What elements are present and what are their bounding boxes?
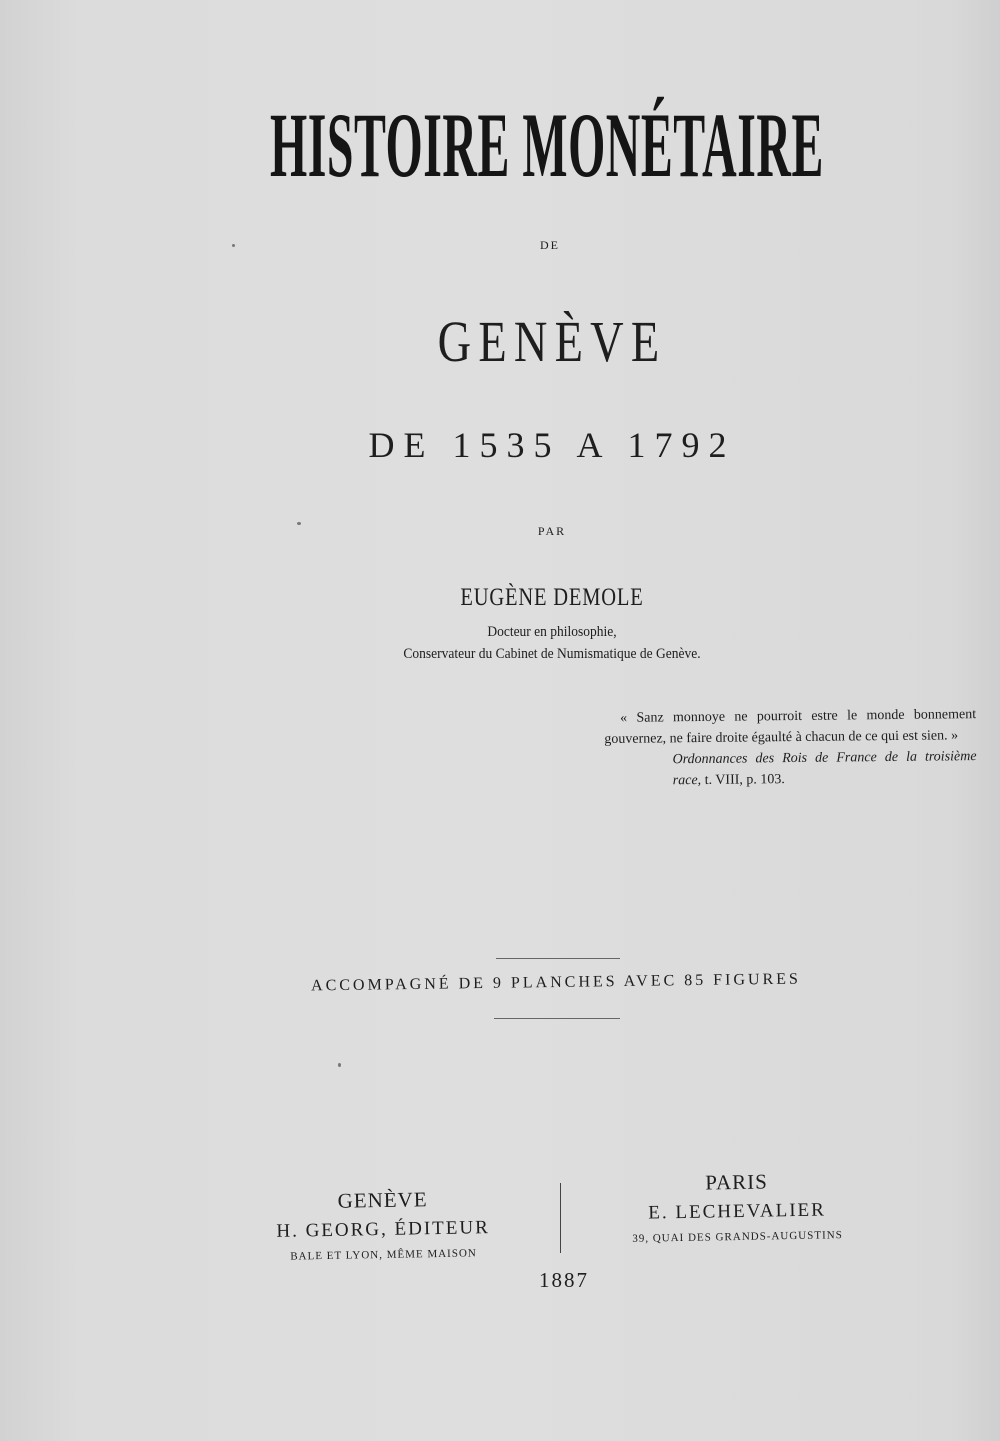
imprint-city-paris: PARIS bbox=[705, 1169, 769, 1195]
author-name: EUGÈNE DEMOLE bbox=[460, 584, 644, 611]
paper-speck bbox=[297, 522, 301, 525]
imprint-address: 39, QUAI DES GRANDS-AUGUSTINS bbox=[632, 1229, 843, 1245]
geneva-imprint bbox=[267, 1186, 498, 1263]
publication-year: 1887 bbox=[539, 1268, 589, 1292]
imprint-publisher-lechevalier: E. LECHEVALIER bbox=[648, 1199, 827, 1224]
illustration-note: ACCOMPAGNÉ DE 9 PLANCHES AVEC 85 FIGURES bbox=[310, 970, 802, 995]
paper-speck bbox=[232, 244, 235, 247]
imprint-divider bbox=[560, 1183, 561, 1253]
epigraph-reference: t. VIII, p. 103. bbox=[704, 772, 785, 788]
date-range: DE 1535 A 1792 bbox=[368, 425, 736, 465]
book-title: HISTOIRE MONÉTAIRE bbox=[270, 94, 824, 196]
subject-city: GENÈVE bbox=[437, 309, 667, 374]
paper-speck bbox=[338, 1063, 341, 1067]
epigraph-quote: « Sanz monnoye ne pourroit estre le monde bonnement gouvernez, ne faire droite égaulté à chacun de ce qui est sien. » bbox=[604, 707, 977, 747]
imprint-publisher-georg: H. GEORG, ÉDITEUR bbox=[276, 1217, 490, 1242]
paris-imprint bbox=[611, 1168, 862, 1245]
imprint-city-geneva: GENÈVE bbox=[337, 1187, 428, 1213]
bottom-rule bbox=[494, 1018, 620, 1019]
epigraph bbox=[604, 704, 977, 792]
preposition-par: PAR bbox=[537, 524, 567, 538]
top-rule bbox=[496, 958, 620, 959]
author-credential: Docteur en philosophie, bbox=[487, 624, 617, 640]
author-position: Conservateur du Cabinet de Numismatique de Genève. bbox=[403, 646, 701, 662]
epigraph-source: Ordonnances des Rois de France de la troisième race, bbox=[672, 749, 977, 789]
preposition-de: DE bbox=[540, 238, 560, 252]
epigraph-citation bbox=[672, 746, 976, 791]
imprint-note: BALE ET LYON, MÊME MAISON bbox=[290, 1247, 477, 1263]
